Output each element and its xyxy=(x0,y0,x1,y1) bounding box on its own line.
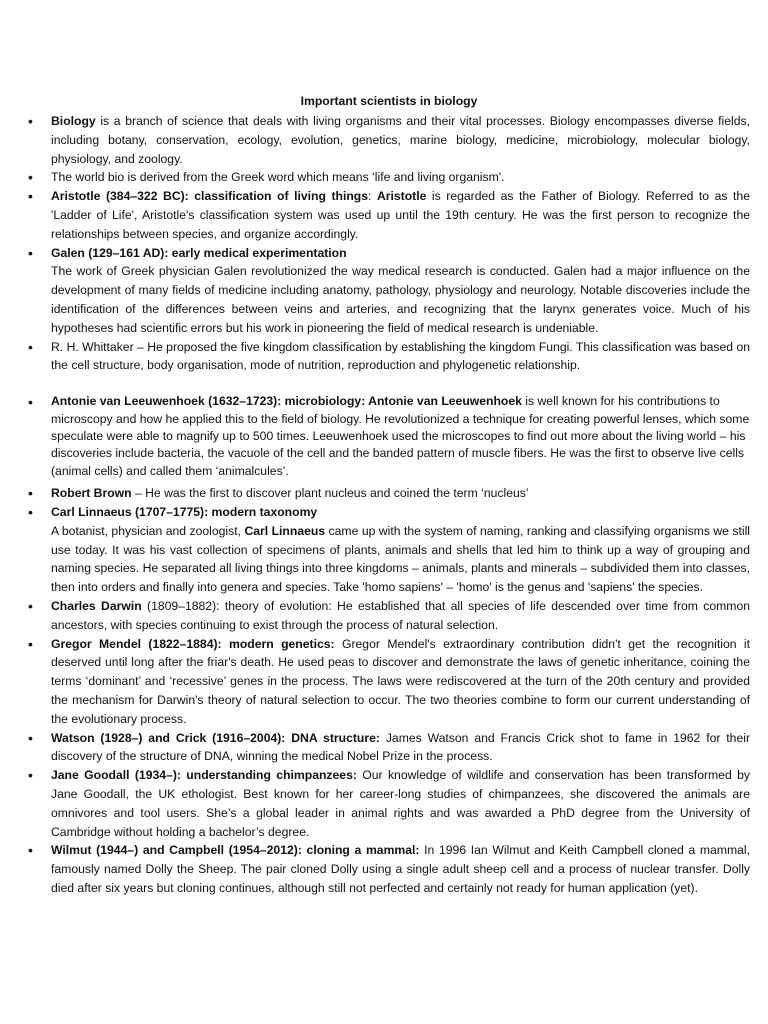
entry-lead: Wilmut (1944–) and Campbell (1954–2012): cloning a mammal: xyxy=(51,843,420,858)
list-item-aristotle xyxy=(28,187,750,243)
list-item-linnaeus xyxy=(28,503,750,597)
list-item-mendel xyxy=(28,635,750,729)
entry-text: (1809–1882): theory of evolution: He established that all species of life descended over time from common ancestors, with species continuing to exist through the process of natural selection. xyxy=(51,598,750,632)
bullet-icon: • xyxy=(28,188,33,205)
list-item-goodall xyxy=(28,766,750,841)
bullet-icon: • xyxy=(28,729,33,746)
entry-text: The work of Greek physician Galen revolutionized the way medical research is conducted. Galen had a major influence on the development of many fields of medicine including anatomy, pathology, physiology and neurology. Notable discoveries include the identification of the differences between veins and arteries, and recognizing that the larynx generates voice. Much of his hypotheses had scientific errors but his work in pioneering the field of medical research is undeniable. xyxy=(51,264,750,335)
bullet-icon: • xyxy=(28,597,33,614)
entry-text: In 1996 Ian Wilmut and Keith Campbell cloned a mammal, famously named Dolly the Sheep. The pair cloned Dolly using a single adult sheep cell and a process of nuclear transfer. Dolly died after six years but cloning continues, although still not perfected and certainly not ready for human application (yet). xyxy=(51,843,750,895)
entry-lead: Watson (1928–) and Crick (1916–2004): DNA structure: xyxy=(51,730,380,745)
entry-text: is regarded as the Father of Biology. Referred to as the 'Ladder of Life', Aristotle's classification system was used up until the 19th century. He was the first person to recognize the relationships between species, and organize accordingly. xyxy=(51,189,750,241)
bullet-icon: • xyxy=(28,842,33,859)
bullet-icon: • xyxy=(28,394,33,411)
entry-text: James Watson and Francis Crick shot to fame in 1962 for their discovery of the structure of DNA, winning the medical Nobel Prize in the process. xyxy=(51,730,750,764)
entry-text: is well known for his contributions to microscopy and how he applied this to the field of biology. He revolutionized a technique for creating powerful lenses, which some speculate were able to magnify up to 500 times. Leeuwenhoek used the microscopes to find out more about the living world – his discoveries include bacteria, the vacuole of the cell and the banded pattern of muscle fibers. He was the first to observe live cells (animal cells) and called them ‘animalcules’. xyxy=(51,394,750,478)
bullet-icon: • xyxy=(28,113,33,129)
list-item-leeuwenhoek xyxy=(28,393,750,480)
list-item-wilmut-campbell xyxy=(28,841,750,897)
entry-text: is a branch of science that deals with living organisms and their vital processes. Biology encompasses diverse fields, including botany, conservation, ecology, evolution, genetics, marine biology, medicine, microbiology, molecular biology, physiology, and zoology. xyxy=(51,114,750,166)
entry-lead: Carl Linnaeus (1707–1775): modern taxonomy xyxy=(51,504,318,519)
entry-lead: Robert Brown xyxy=(51,486,132,501)
list-item-robert-brown xyxy=(28,484,750,503)
entry-lead: Charles Darwin xyxy=(51,598,142,613)
entry-text: Gregor Mendel's extraordinary contribution didn't get the recognition it deserved until long after the friar's death. He used peas to discover and demonstrate the laws of genetic inheritance, coining the terms ‘dominant’ and ‘recessive’ genes in the process. The laws were rediscovered at the turn of the 20th century and provided the mechanism for Darwin's theory of natural selection to occur. The two theories combine to form our current understanding of the evolutionary process. xyxy=(51,636,750,726)
entry-lead: Biology xyxy=(51,114,96,128)
entry-body xyxy=(51,522,750,597)
bullet-icon: • xyxy=(28,767,33,784)
entry-text: R. H. Whittaker – He proposed the five kingdom classification by establishing the kingdom Fungi. This classification was based on the cell structure, body organisation, mode of nutrition, reproduction and phylogenetic relationship. xyxy=(51,339,750,373)
entry-text-intro: A botanist, physician and zoologist, xyxy=(51,523,245,538)
bullet-icon: • xyxy=(28,169,33,186)
entry-lead: Antonie van Leeuwenhoek (1632–1723): microbiology: Antonie van Leeuwenhoek xyxy=(51,394,522,409)
bullet-icon: • xyxy=(28,503,33,520)
list-item-watson-crick xyxy=(28,729,750,767)
list-item-galen xyxy=(28,244,750,338)
entry-lead: Gregor Mendel (1822–1884): modern genetics: xyxy=(51,636,335,651)
list-item-whittaker xyxy=(28,338,750,376)
bullet-icon: • xyxy=(28,244,33,261)
entry-text: The world bio is derived from the Greek word which means ‘life and living organism'. xyxy=(51,170,505,185)
list-item-word-bio xyxy=(28,168,750,187)
scientist-list xyxy=(28,112,750,898)
list-item-biology xyxy=(28,112,750,168)
entry-text: came up with the system of naming, ranking and classifying organisms we still use today. It was his vast collection of specimens of plants, animals and shells that led him to think up a way of grouping and naming species. He separated all living things into three kingdoms – animals, plants and minerals – subdivided them into classes, then into orders and finally into genera and species. Take 'homo sapiens' – 'homo' is the genus and 'sapiens' the species. xyxy=(51,523,751,595)
document-title: Important scientists in biology xyxy=(300,94,478,108)
entry-text: – He was the first to discover plant nucleus and coined the term ‘nucleus’ xyxy=(131,486,529,501)
entry-text: Our knowledge of wildlife and conservation has been transformed by Jane Goodall, the UK ethologist. Best known for her career-long studies of chimpanzees, she discovered the animals are omnivores and tool users. She’s a global leader in animal rights and was awarded a PhD degree from the University of Cambridge without holding a bachelor’s degree. xyxy=(51,768,750,839)
entry-lead: Jane Goodall (1934–): understanding chimpanzees: xyxy=(51,768,357,783)
entry-lead-name: Aristotle xyxy=(376,189,427,204)
bullet-icon: • xyxy=(28,635,33,652)
list-item-darwin xyxy=(28,597,750,635)
entry-lead: Aristotle (384–322 BC): classification of living things xyxy=(51,189,369,204)
entry-text-joiner: : xyxy=(368,189,377,204)
bullet-icon: • xyxy=(28,485,33,502)
bullet-icon: • xyxy=(28,338,33,355)
entry-lead: Galen (129–161 AD): early medical experimentation xyxy=(51,245,347,260)
entry-lead-name: Carl Linnaeus xyxy=(244,523,326,538)
